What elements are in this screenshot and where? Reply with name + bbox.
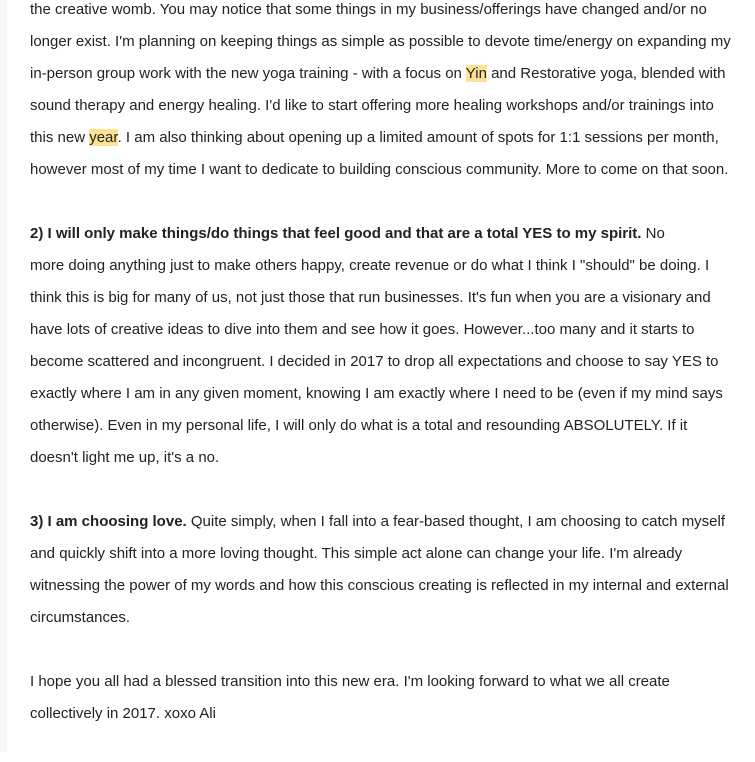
text-line: exactly where I am in any given moment, knowing I am exactly where I need to be (even if my mind says xyxy=(30,385,723,402)
text-line: longer exist. I'm planning on keeping things as simple as possible to devote time/energy on expanding my xyxy=(30,33,731,50)
numbered-heading: 2) I will only make things/do things that feel good and that are a total YES to my spirit. xyxy=(30,225,642,242)
text-line: however most of my time I want to dedicate to building conscious community. More to come on that soon. xyxy=(30,161,729,178)
left-margin-strip xyxy=(0,0,7,752)
article-body xyxy=(30,0,742,762)
text-line: circumstances. xyxy=(30,609,131,626)
paragraph-choosing-love xyxy=(30,506,742,634)
text-line: and quickly shift into a more loving thought. This simple act alone can change your life. I'm already xyxy=(30,545,683,562)
numbered-heading: 3) I am choosing love. xyxy=(30,513,187,530)
text-line: witnessing the power of my words and how this conscious creating is reflected in my internal and external xyxy=(30,577,729,594)
text-line: collectively in 2017. xoxo Ali xyxy=(30,705,216,722)
text-line: the creative womb. You may notice that some things in my business/offerings have changed and/or no xyxy=(30,1,707,18)
text-line xyxy=(30,506,742,538)
text-line xyxy=(30,58,742,90)
text-line: I hope you all had a blessed transition into this new era. I'm looking forward to what we all create xyxy=(30,673,670,690)
text-segment: . I am also thinking about opening up a limited amount of spots for 1:1 sessions per month, xyxy=(117,129,719,146)
text-line: more doing anything just to make others happy, create revenue or do what I think I "should" be doing. I xyxy=(30,257,710,274)
search-highlight-yin: Yin xyxy=(465,65,487,82)
text-segment: Quite simply, when I fall into a fear-based thought, I am choosing to catch myself xyxy=(186,513,726,530)
paragraph-yes-to-spirit xyxy=(30,218,742,474)
text-segment: in-person group work with the new yoga training - with a focus on xyxy=(30,65,466,82)
text-line xyxy=(30,218,742,250)
text-segment: No xyxy=(641,225,665,242)
text-segment: and Restorative yoga, blended with xyxy=(486,65,726,82)
text-line xyxy=(30,122,742,154)
search-highlight-year: year xyxy=(89,129,118,146)
text-line: think this is big for many of us, not just those that run businesses. It's fun when you are a visionary and xyxy=(30,289,711,306)
paragraph-closing xyxy=(30,666,742,730)
paragraph-creative-womb xyxy=(30,0,742,186)
text-segment: this new xyxy=(30,129,90,146)
text-line: have lots of creative ideas to dive into them and see how it goes. However...too many and it starts to xyxy=(30,321,695,338)
text-line: become scattered and incongruent. I decided in 2017 to drop all expectations and choose to say YES to xyxy=(30,353,719,370)
text-line: sound therapy and energy healing. I'd like to start offering more healing workshops and/or trainings into xyxy=(30,97,714,114)
text-line: otherwise). Even in my personal life, I will only do what is a total and resounding ABSOLUTELY. If it xyxy=(30,417,688,434)
text-line: doesn't light me up, it's a no. xyxy=(30,449,220,466)
